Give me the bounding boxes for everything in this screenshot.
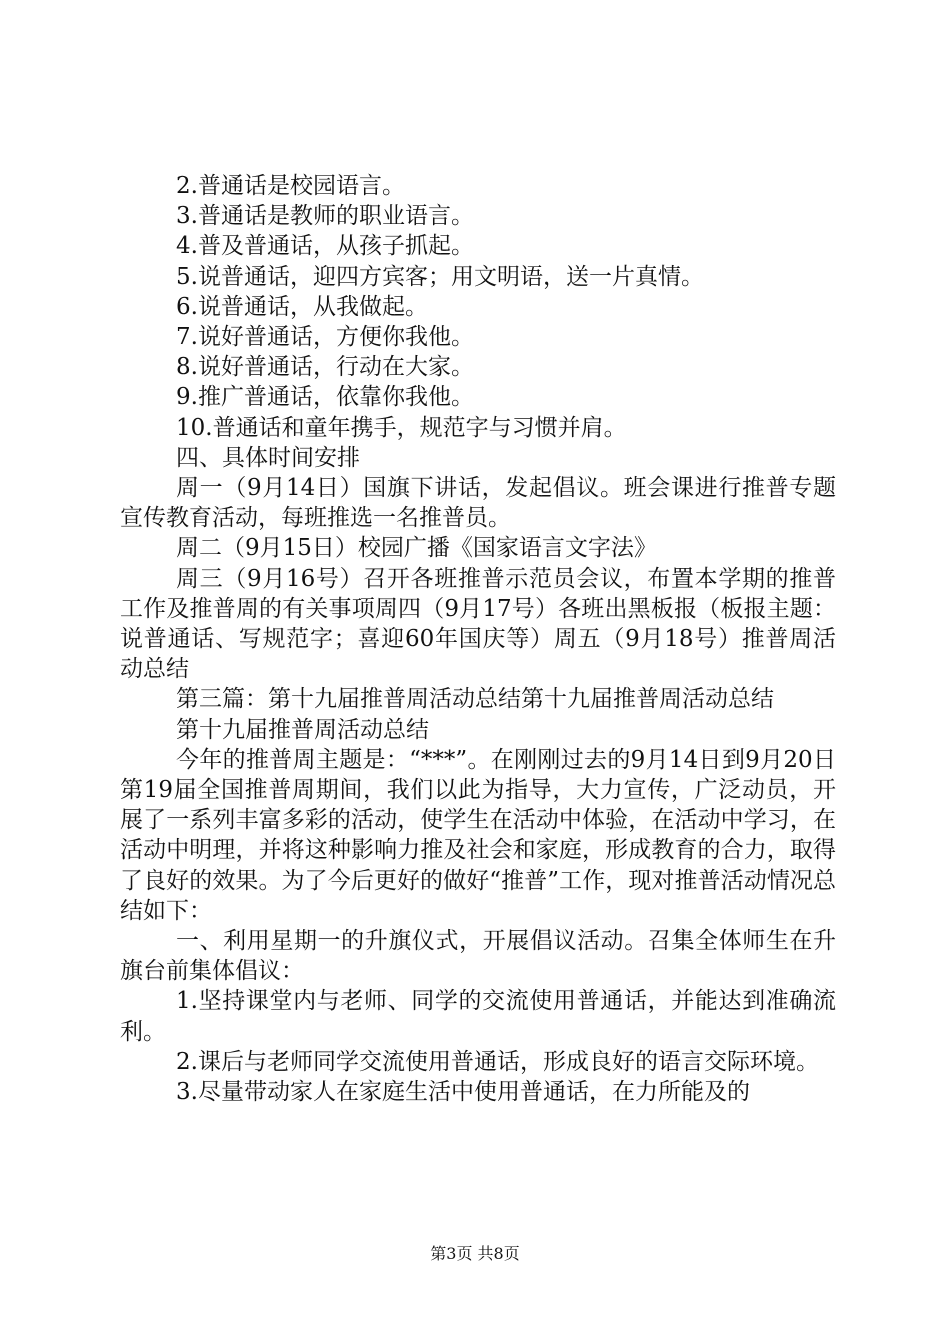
paragraph-flag-ceremony: 一、利用星期一的升旗仪式，开展倡议活动。召集全体师生在升旗台前集体倡议： <box>120 928 836 985</box>
paragraph-initiative-3: 3.尽量带动家人在家庭生活中使用普通话，在力所能及的 <box>176 1079 750 1106</box>
paragraph-theme: 今年的推普周主题是：“***”。在刚刚过去的9月14日到9月20日第19届全国推普周期间，我们以此为指导，大力宣传，广泛动员，开展了一系列丰富多彩的活动，使学生在活动中体验，在活动中学习，在活动中明理，并将这种影响力推及社会和家庭，形成教育的合力，取得了良好的效果。为了今后更好的做好“推普”工作，现对推普活动情况总结如下： <box>120 746 836 924</box>
paragraph-1: 2.普通话是校园语言。 <box>176 173 405 199</box>
paragraph-7: 8.说好普通话，行动在大家。 <box>176 354 474 381</box>
page-footer: 第3页 共8页 <box>430 1244 520 1263</box>
section-heading-schedule: 四、具体时间安排 <box>176 444 360 471</box>
paragraph-tuesday: 周二（9月15日）校园广播《国家语言文字法》 <box>176 535 657 562</box>
paragraph-2: 3.普通话是教师的职业语言。 <box>176 203 474 230</box>
paragraph-9: 10.普通话和童年携手，规范字与习惯并肩。 <box>176 414 627 441</box>
paragraph-6: 7.说好普通话，方便你我他。 <box>176 324 474 351</box>
document-body <box>120 171 836 1107</box>
paragraph-wednesday: 周三（9月16号）召开各班推普示范员会议，布置本学期的推普工作及推普周的有关事项周四（9月17号）各班出黑板报（板报主题：说普通话、写规范字；喜迎60年国庆等）周五（9月18号）推普周活动总结 <box>120 565 836 683</box>
paragraph-4: 5.说普通话，迎四方宾客；用文明语，送一片真情。 <box>176 263 704 290</box>
paragraph-monday: 周一（9月14日）国旗下讲话，发起倡议。班会课进行推普专题宣传教育活动，每班推选一名推普员。 <box>120 475 836 532</box>
paragraph-initiative-1: 1.坚持课堂内与老师、同学的交流使用普通话，并能达到准确流利。 <box>120 988 836 1045</box>
paragraph-initiative-2: 2.课后与老师同学交流使用普通话，形成良好的语言交际环境。 <box>176 1048 819 1075</box>
paragraph-3: 4.普及普通话，从孩子抓起。 <box>176 233 474 260</box>
paragraph-5: 6.说普通话，从我做起。 <box>176 293 428 320</box>
paragraph-8: 9.推广普通话，依靠你我他。 <box>176 384 474 411</box>
summary-title: 第十九届推普周活动总结 <box>176 716 429 743</box>
chapter-heading-third: 第三篇：第十九届推普周活动总结第十九届推普周活动总结 <box>176 686 774 713</box>
